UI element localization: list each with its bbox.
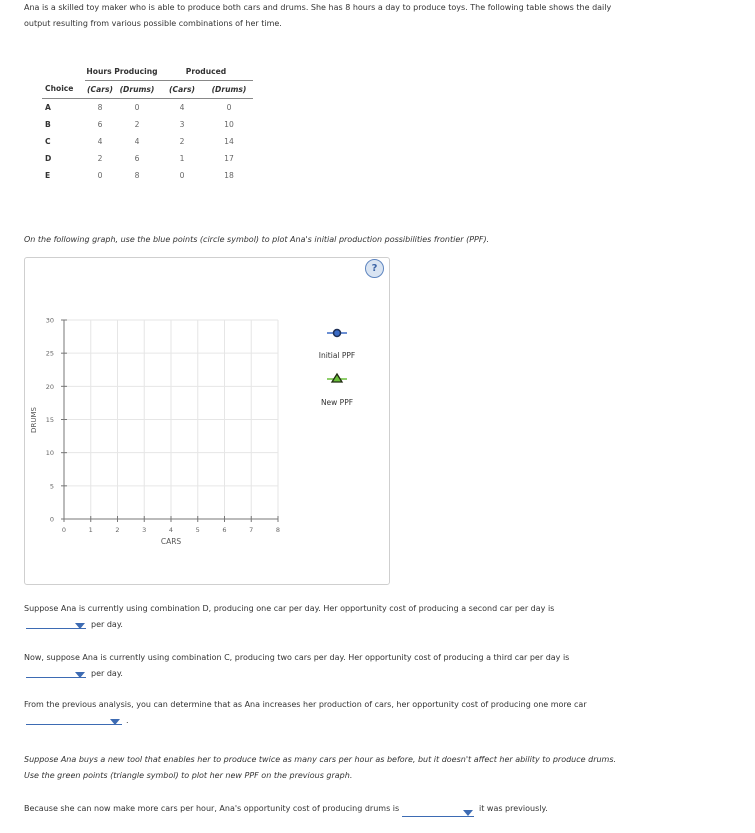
x-tick-label: 5 [195,526,200,534]
tool-text-line-2: Use the green points (triangle symbol) to plot her new PPF on the previous graph. [24,771,353,780]
hours-cars-cell: 2 [97,153,103,163]
legend-new-ppf: New PPF [320,398,354,407]
x-tick-label: 1 [88,526,93,534]
y-tick-label: 20 [45,382,54,391]
question-1-text: Suppose Ana is currently using combination D, producing one car per day. Her opportunity cost of producing a second car per day is [24,604,555,613]
choice-cell: E [45,170,51,180]
y-tick-label: 10 [45,449,54,458]
produced-cars-cell: 3 [179,119,185,129]
produced-drums-cell: 14 [224,136,234,146]
new-ppf-tool[interactable] [327,374,347,382]
y-tick-label: 0 [49,515,54,524]
hours-cars-cell: 6 [97,119,103,129]
tool-text-line-1: Suppose Ana buys a new tool that enables her to produce twice as many cars per hour as before, but it doesn't affect her ability to produce drums. [24,755,617,764]
x-tick-label: 2 [115,526,120,534]
y-tick-label: 25 [45,349,54,358]
choice-cell: C [45,136,51,146]
chevron-down-icon[interactable] [463,810,473,816]
q3-dropdown[interactable] [26,713,122,725]
y-tick-label: 5 [49,482,54,491]
question-2-text: Now, suppose Ana is currently using combination C, producing two cars per day. Her opportunity cost of producing a third car per day is [24,653,570,662]
green-triangle-icon[interactable] [332,374,342,382]
graph-grid [64,320,278,519]
question-3-text: From the previous analysis, you can determine that as Ana increases her production of cars, her opportunity cost of producing one more car [24,700,587,709]
choice-cell: A [45,102,51,112]
produced-cars-cell: 1 [179,153,185,163]
x-tick-label: 6 [222,526,227,534]
produced-cars-column-header: (Cars) [159,80,205,98]
hours-drums-cell: 0 [134,102,140,112]
hours-drums-column-header: (Drums) [115,80,159,98]
question-4-text: Because she can now make more cars per hour, Ana's opportunity cost of producing drums is [24,804,400,813]
q1-suffix: per day. [91,620,123,629]
hours-cars-column-header: (Cars) [85,80,115,98]
x-tick-label: 0 [61,526,67,534]
produced-cars-cell: 4 [179,102,185,112]
hours-cars-cell: 8 [97,102,103,112]
blue-circle-icon[interactable] [334,330,341,337]
chevron-down-icon[interactable] [110,719,120,725]
hours-producing-header: Hours Producing [85,63,159,80]
hours-drums-cell: 8 [134,170,140,180]
produced-cars-cell: 2 [179,136,185,146]
help-icon[interactable]: ? [365,259,384,278]
q3-suffix: . [126,716,129,725]
produced-drums-cell: 0 [226,102,232,112]
hours-drums-cell: 6 [134,153,140,163]
produced-cars-cell: 0 [179,170,185,180]
hours-drums-cell: 4 [134,136,140,146]
produced-drums-column-header: (Drums) [205,80,253,98]
x-axis-label: CARS [160,537,182,546]
intro-text-line-2: output resulting from various possible combinations of her time. [24,19,282,28]
legend-initial-ppf: Initial PPF [318,351,356,360]
produced-header: Produced [159,63,253,80]
x-tick-label: 4 [168,526,174,534]
x-tick-label: 3 [142,526,147,534]
graph-instruction: On the following graph, use the blue points (circle symbol) to plot Ana's initial production possibilities frontier (PPF). [24,235,490,244]
choice-cell: B [45,119,51,129]
q4-suffix: it was previously. [479,804,548,813]
initial-ppf-tool[interactable] [327,330,347,337]
y-tick-label: 30 [45,316,54,325]
produced-drums-cell: 10 [224,119,234,129]
hours-cars-cell: 4 [97,136,103,146]
x-tick-label: 7 [249,526,254,534]
chevron-down-icon[interactable] [75,672,85,678]
hours-drums-cell: 2 [134,119,140,129]
produced-drums-cell: 18 [224,170,234,180]
chevron-down-icon[interactable] [75,623,85,629]
choice-cell: D [45,153,52,163]
q2-suffix: per day. [91,669,123,678]
y-axis-label: DRUMS [30,407,38,433]
y-tick-label: 15 [45,416,54,424]
hours-cars-cell: 0 [97,170,103,180]
intro-text-line-1: Ana is a skilled toy maker who is able to produce both cars and drums. She has 8 hours a day to produce toys. The following table shows the daily [24,3,612,12]
choice-column-header: Choice [42,80,85,98]
x-tick-label: 8 [275,526,281,534]
produced-drums-cell: 17 [224,153,234,163]
